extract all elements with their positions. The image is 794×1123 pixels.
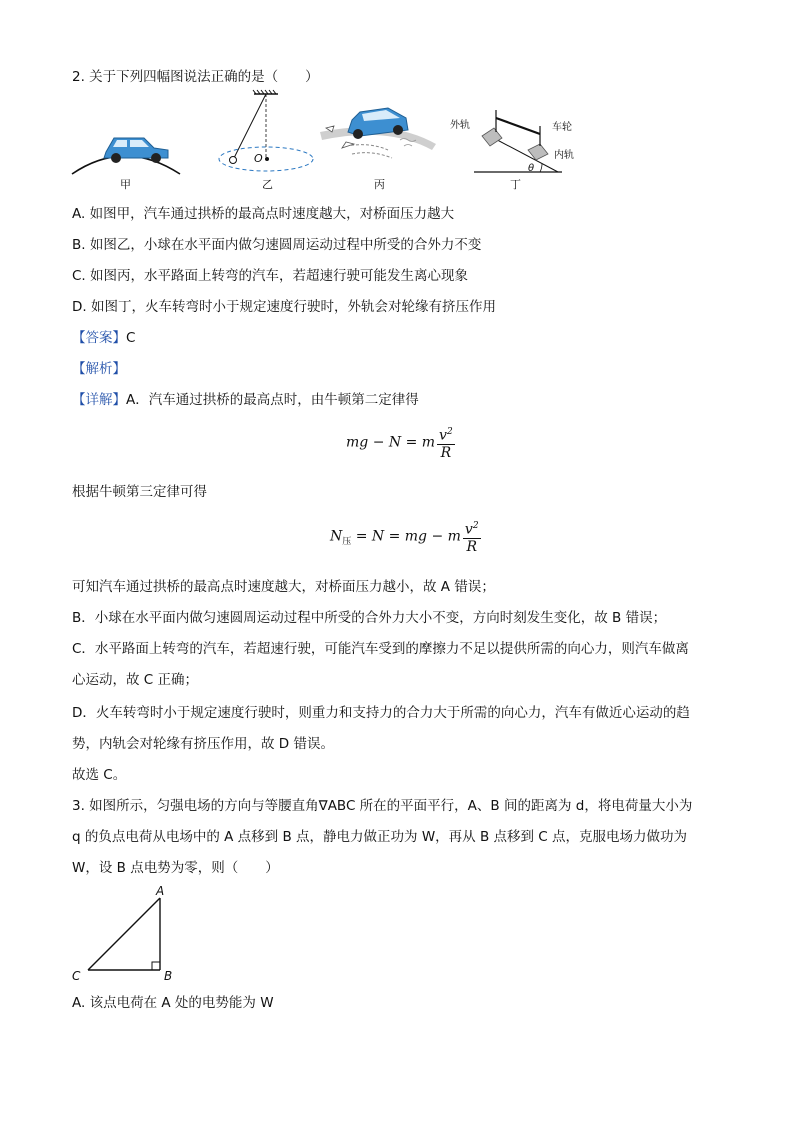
- rail-label-inner: 内轨: [554, 150, 574, 161]
- q2-answer-line: [72, 329, 135, 347]
- explanation-c-2: 心运动，故 C 正确；: [72, 672, 199, 688]
- explanation-d-2: 势，内轨会对轮缘有挤压作用，故 D 错误。: [72, 736, 334, 752]
- figure-ding-banked-track: [474, 110, 562, 172]
- figure-label-ding: 丁: [510, 178, 521, 191]
- vertex-b-label: B: [164, 969, 173, 983]
- q3-triangle-figure: [66, 882, 196, 986]
- explanation-d-1: D．火车转弯时小于规定速度行驶时，则重力和支持力的合力大于所需的向心力，汽车有做近心运动的趋: [72, 705, 690, 721]
- q2-option-b: B. 如图乙，小球在水平面内做匀速圆周运动过程中所受的合外力不变: [72, 237, 482, 253]
- formula2-den: R: [466, 538, 478, 555]
- q2-figures: [70, 88, 574, 193]
- newton-third-line: 根据牛顿第三定律可得: [72, 484, 207, 500]
- formula-pressure: [330, 518, 481, 555]
- formula1-fraction: [437, 424, 455, 461]
- formula2-fraction: [463, 518, 481, 555]
- formula1-num: v: [439, 427, 447, 444]
- rail-label-wheel: 车轮: [552, 122, 572, 133]
- q3-stem-3: W，设 B 点电势为零，则（ ）: [72, 860, 279, 876]
- rail-angle-label: θ: [528, 163, 535, 174]
- analysis-tag-text: 【解析】: [72, 361, 126, 377]
- figure-yi-pendulum: [219, 90, 313, 171]
- detail-line-a: [72, 391, 419, 409]
- detail-tag: 【详解】: [72, 392, 126, 408]
- formula1-den: R: [440, 444, 452, 461]
- figure-label-bing: 丙: [374, 178, 385, 191]
- formula1-left: mg − N = m: [346, 434, 436, 451]
- answer-tag: 【答案】: [72, 330, 126, 346]
- answer-value: C: [126, 330, 136, 346]
- explanation-b: B．小球在水平面内做匀速圆周运动过程中所受的合外力大小不变，方向时刻发生变化，故 B 错误；: [72, 610, 667, 626]
- formula-newton-second: [346, 424, 455, 461]
- analysis-tag: [72, 360, 126, 378]
- vertex-c-label: C: [72, 969, 81, 983]
- figure-label-yi: 乙: [262, 178, 273, 191]
- vertex-a-label: A: [156, 884, 165, 898]
- formula2-exp: 2: [472, 521, 479, 531]
- formula2-lhs: N: [330, 528, 343, 545]
- q3-stem-2: q 的负点电荷从电场中的 A 点移到 B 点，静电力做正功为 W，再从 B 点移到 C 点，克服电场力做功为: [72, 829, 688, 845]
- formula2-num: v: [464, 521, 473, 538]
- q2-stem: 2. 关于下列四幅图说法正确的是（ ）: [72, 69, 319, 85]
- q3-stem-1: 3. 如图所示，匀强电场的方向与等腰直角∇ABC 所在的平面平行，A、B 间的距离为 d，将电荷量大小为: [72, 798, 693, 814]
- q2-option-a: A. 如图甲，汽车通过拱桥的最高点时速度越大，对桥面压力越大: [72, 206, 455, 222]
- formula2-mid: = N = mg − m: [351, 528, 461, 545]
- q2-option-d: D. 如图丁，火车转弯时小于规定速度行驶时，外轨会对轮缘有挤压作用: [72, 299, 496, 315]
- conclusion-a: 可知汽车通过拱桥的最高点时速度越大，对桥面压力越小，故 A 错误；: [72, 579, 495, 595]
- explanation-c-1: C．水平路面上转弯的汽车，若超速行驶，可能汽车受到的摩擦力不足以提供所需的向心力，则汽车做离: [72, 641, 689, 657]
- pendulum-center-label: O: [254, 152, 263, 165]
- formula2-sub: 压: [342, 537, 352, 548]
- detail-a-text: A．汽车通过拱桥的最高点时，由牛顿第二定律得: [126, 392, 419, 408]
- formula1-exp: 2: [446, 427, 453, 437]
- figure-bing-turning-car: [320, 108, 436, 158]
- rail-label-outer: 外轨: [450, 120, 470, 131]
- q2-option-c: C. 如图丙，水平路面上转弯的汽车，若超速行驶可能发生离心现象: [72, 268, 469, 284]
- choose-line: 故选 C。: [72, 767, 127, 783]
- q3-option-a: A. 该点电荷在 A 处的电势能为 W: [72, 995, 274, 1011]
- figure-jia-bridge-car: [72, 138, 180, 174]
- figure-label-jia: 甲: [120, 178, 131, 191]
